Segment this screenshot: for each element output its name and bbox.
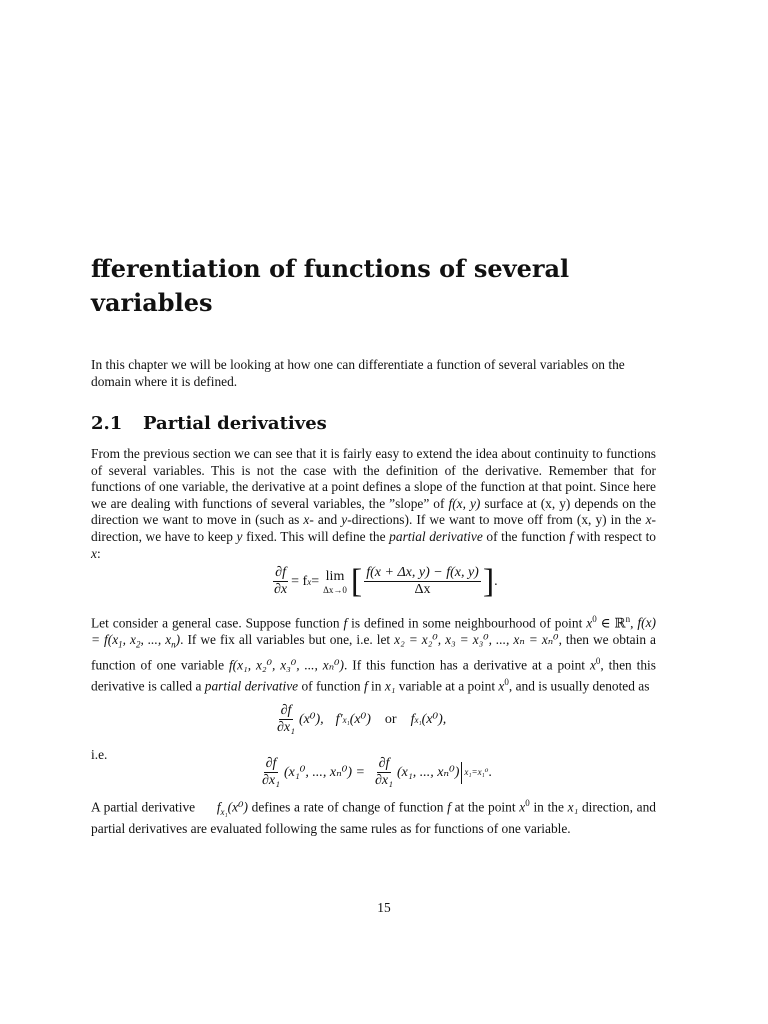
math-text: (x⁰), [421,712,447,727]
math-inline: x [303,512,310,528]
equation-evaluation [258,756,492,789]
text-segment: of function [298,678,364,694]
paragraph-general-case [91,611,656,695]
chapter-title: ﬀerentiation of functions of several variables [91,254,570,317]
math-text: = [311,573,320,589]
text-segment: -direction, we have to keep [91,512,656,544]
math-text: = f [291,573,308,589]
math-inline: x [586,615,593,631]
math-text: (x₁⁰, ..., xₙ⁰) = [284,765,365,780]
numerator: ∂f [280,703,292,718]
text-segment: with respect to [573,528,657,544]
text-segment: -directions). If we want to move off from [347,512,577,528]
text-segment: . If we fix all variables but one, i.e. let [180,632,395,648]
math-text: , ..., x [140,632,172,648]
math-inline: f(x, y) [448,495,481,511]
superscript: 0 [595,656,601,667]
fraction [260,756,282,789]
math-text: (x₁, ..., xₙ⁰) [396,765,460,780]
numerator: ∂f [265,756,277,771]
math-inline: x [498,678,505,694]
math-inline: f [363,678,368,694]
superscript: 0 [525,798,530,808]
math-text: , x [122,632,136,648]
math-inline: x [519,799,526,815]
text-segment: is defined in some neighbourhood of point [347,615,587,631]
math-inline: $f(x) = f(x_1$, $x_2$, ..., $x_n$) [91,615,656,650]
right-bracket: ] [482,562,495,600]
emphasis: partial derivative [204,678,299,694]
subscript: x₁=x₁⁰ [464,767,489,777]
math-inline: x₁ [567,799,579,815]
text-segment: surface at [480,495,541,511]
math-inline: (x⁰) [227,799,248,815]
math-inline: y [236,528,243,544]
math-inline: x₂ = x₂⁰, x₃ = x₃⁰, ..., xₙ = xₙ⁰ [394,632,559,648]
text-segment: , and is usually denoted as [508,678,650,694]
limit-operator [323,569,347,595]
paragraph-partial-derivatives [91,446,656,562]
math-inline: x [589,657,596,673]
text-segment: in the [529,799,568,815]
superscript: 0 [504,677,509,688]
text-segment: direction, and partial derivatives are evaluated following the same rules as for functions of one variable. [91,799,656,836]
text-segment: ∈ ℝ [596,615,626,631]
subscript: x₁ [414,714,422,725]
math-text: ) [175,632,181,648]
lim-text: lim [325,568,345,584]
text-segment: variable at a point [395,678,499,694]
fraction [275,703,297,736]
intro-paragraph: In this chapter we will be looking at how one can differentiate a function of several variables on the domain where it is defined. [91,357,625,389]
denominator: ∂x [274,582,288,597]
text-segment: in [367,678,385,694]
text-segment: of the function [482,528,570,544]
math-text: f [410,711,415,727]
superscript: n [625,614,631,624]
numerator: ∂f [378,756,390,771]
math-text: . [488,764,492,780]
math-inline: y [341,512,348,528]
superscript: 0 [592,614,597,624]
emphasis: partial derivative [389,528,483,544]
denominator: ∂x₁ [262,773,280,788]
math-inline: f(x₁, x₂⁰, x₃⁰, ..., xₙ⁰) [228,657,344,673]
lim-subscript: Δx→0 [323,584,347,595]
denominator: Δx [414,582,431,597]
section-heading [91,412,327,436]
math-text: (x⁰) [349,712,371,727]
ie-label: i.e. [91,747,108,762]
numerator: ∂f [275,565,286,580]
math-inline: f [216,799,221,815]
math-inline: x₁ [384,678,396,694]
text-segment: , [630,615,638,631]
numerator: f(x + Δx, y) − f(x, y) [366,565,479,580]
text-segment: fixed. This will define the [242,528,390,544]
text-segment: , then we obtain a function of one variable [91,632,656,673]
paragraph-rate-of-change [91,795,656,837]
fraction [364,565,481,598]
math-inline: f [343,615,348,631]
equation-partial-derivative-definition [270,562,498,600]
text-segment: defines a rate of change of function [247,799,448,815]
math-inline: (x, y) [576,512,607,528]
section-number: 2.1 [91,413,123,434]
text-segment: Let consider a general case. Suppose function [91,615,344,631]
text-segment: A partial derivative [91,799,199,815]
or-text: or [384,711,397,727]
page-number: 15 [377,900,391,915]
text-segment: : [96,545,101,561]
math-text: f′ [335,711,343,727]
math-text: f(x) = f(x [91,615,656,648]
math-text: . [494,573,498,589]
section-title: Partial derivatives [143,413,327,434]
math-inline: x [645,512,652,528]
math-inline: (x, y) [540,495,571,511]
text-segment: , then this derivative is called a [91,657,656,694]
math-inline: x [91,545,97,561]
text-segment: . If this function has a derivative at a point [343,657,590,673]
math-inline: f [447,799,451,815]
math-text: (x⁰), [299,712,324,727]
left-bracket: [ [350,562,363,600]
math-inline: f [569,528,574,544]
fraction [272,565,289,598]
denominator: ∂x₁ [277,720,295,735]
subscript: x₁ [220,807,228,818]
subscript: x [307,576,312,587]
evaluation-bar [461,762,462,784]
text-segment: - and [309,512,342,528]
text-segment: depends on the direction we want to move in (such as [91,495,656,528]
denominator: ∂x₁ [374,773,393,788]
text-segment: at the point [450,799,520,815]
text-segment: From the previous section we can see that it is fairly easy to extend the idea about continuity to functions of several variables. This is not the case with the definition of the derivative. Remember that for functions of one variable, the derivative at a point defines a slope of the function at that point. Since here we are dealing with functions of several variables, the ”slope” of [91,446,656,511]
text-segment: in the [606,512,646,528]
fraction [373,756,395,789]
subscript: x₁ [342,714,350,725]
equation-notation [273,703,446,736]
